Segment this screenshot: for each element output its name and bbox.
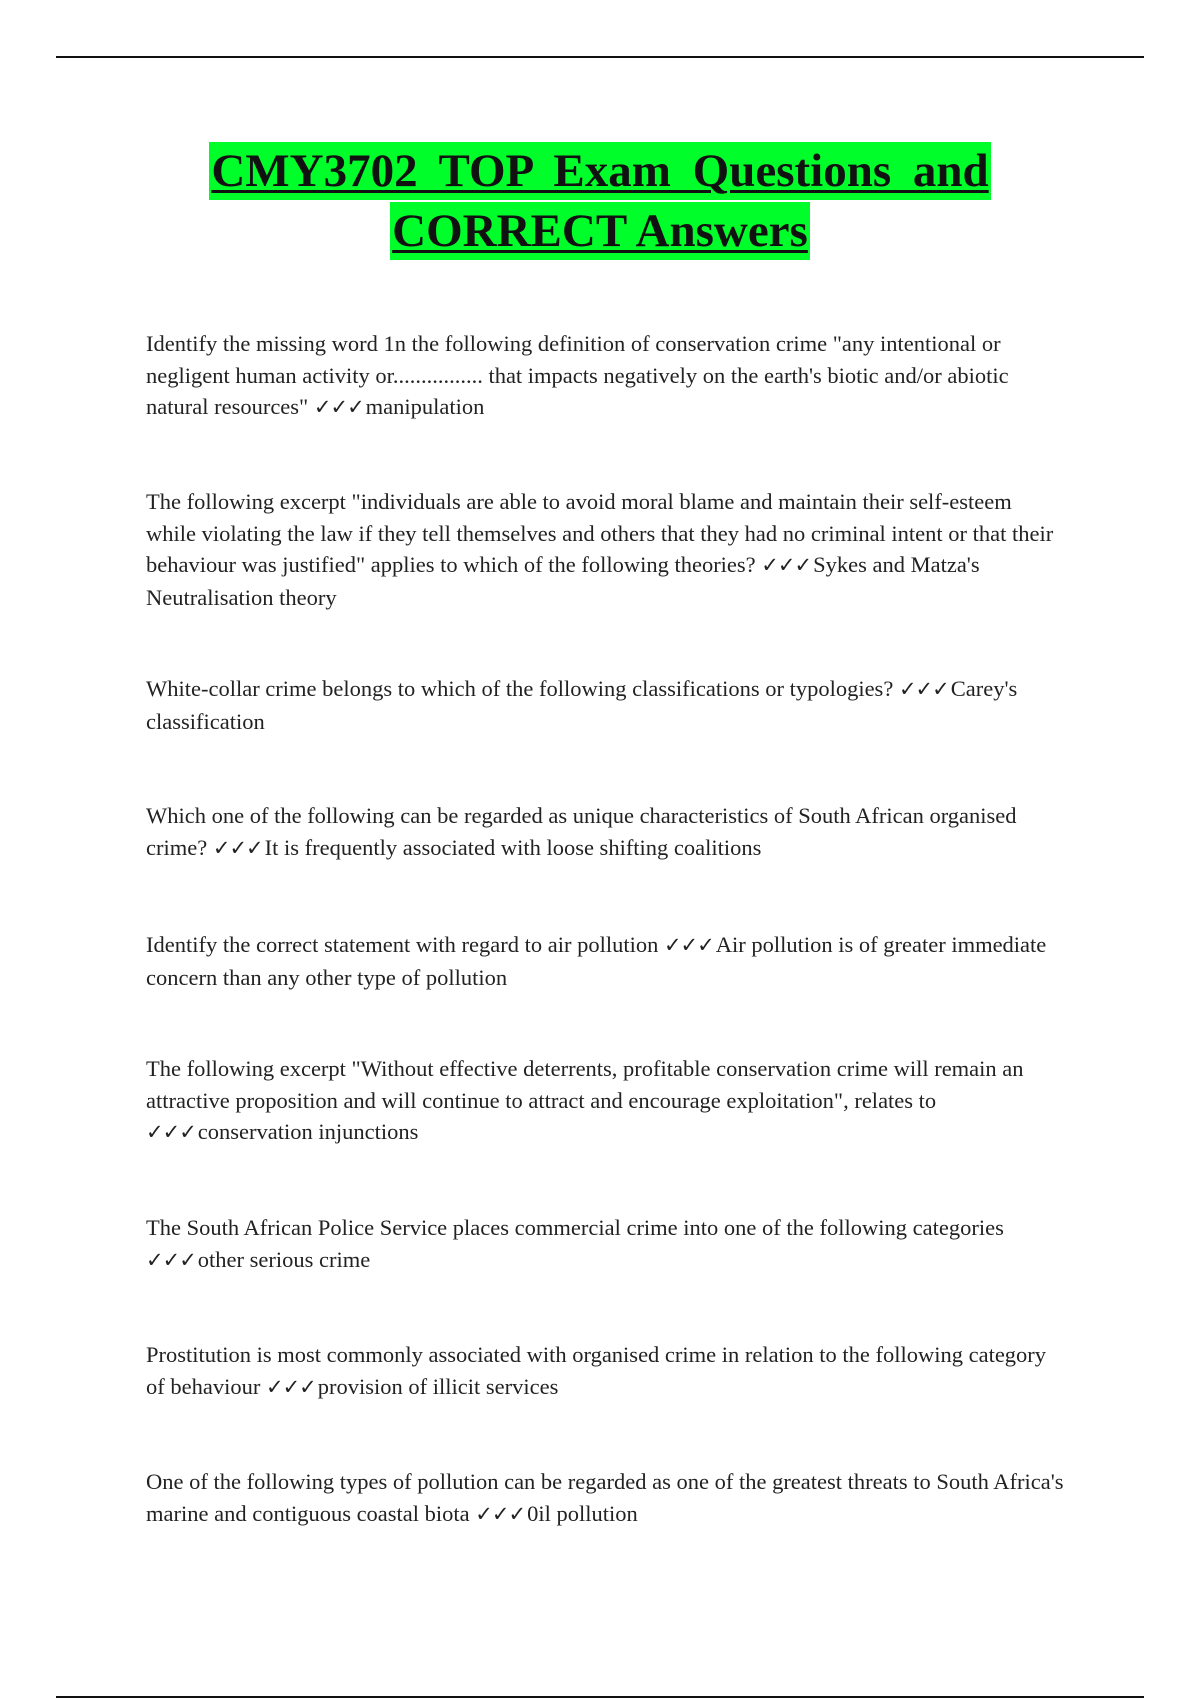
qa-item-3: [146, 673, 1066, 737]
title-line-1: CMY3702 TOP Exam Questions and: [209, 142, 990, 200]
qa-item-2: [146, 486, 1066, 613]
qa-item-9: [146, 1466, 1066, 1530]
qa-item-7: [146, 1212, 1066, 1276]
check-marks-icon: ✓✓✓: [265, 1374, 316, 1399]
answer-text: Air pollution is of greater immediate concern than any other type of pollution: [146, 932, 1047, 990]
answer-text: 0il pollution: [527, 1500, 638, 1526]
answer-text: conservation injunctions: [197, 1119, 419, 1144]
question-text: The following excerpt "individuals are able to avoid moral blame and maintain their self-esteem while violating the law if they tell themselves and others that they had no criminal intent or that their behaviour was justified" applies to which of the following theories?: [146, 489, 1054, 577]
check-marks-icon: ✓✓✓: [761, 553, 812, 577]
question-text: One of the following types of pollution can be regarded as one of the greatest threats to South Africa's marine and contiguous coastal biota: [146, 1469, 1064, 1526]
check-marks-icon: ✓✓✓: [146, 1120, 196, 1144]
question-text: Which one of the following can be regarded as unique characteristics of South African organised crime?: [146, 803, 1017, 860]
question-text: The following excerpt "Without effective deterrents, profitable conservation crime will remain an attractive proposition and will continue to attract and encourage exploitation", relates to: [146, 1056, 1024, 1113]
check-marks-icon: ✓✓✓: [898, 677, 949, 701]
question-text: Identify the correct statement with regard to air pollution: [146, 932, 659, 957]
question-text: Prostitution is most commonly associated with organised crime in relation to the following category of behaviour: [146, 1342, 1047, 1399]
answer-text: Carey's classification: [146, 676, 1018, 734]
bottom-rule: [56, 1696, 1144, 1698]
answer-text: other serious crime: [197, 1246, 371, 1272]
check-marks-icon: ✓✓✓: [212, 835, 263, 860]
qa-item-5: [146, 929, 1066, 993]
page-title: [0, 142, 1200, 260]
qa-item-1: [146, 328, 1066, 424]
check-marks-icon: ✓✓✓: [663, 933, 714, 957]
qa-item-8: [146, 1339, 1066, 1403]
answer-text: Sykes and Matza's Neutralisation theory: [146, 552, 980, 610]
answer-text: provision of illicit services: [317, 1373, 559, 1399]
answer-text: It is frequently associated with loose shifting coalitions: [264, 834, 762, 860]
qa-item-6: [146, 1053, 1066, 1149]
top-rule: [56, 56, 1144, 58]
answer-text: manipulation: [365, 394, 485, 419]
check-marks-icon: ✓✓✓: [313, 395, 364, 419]
question-text: Identify the missing word 1n the following definition of conservation crime "any intentional or negligent human activity or................ that impacts negatively on the earth's biotic and/or abiotic natural resources": [146, 331, 1009, 419]
title-line-2: CORRECT Answers: [390, 202, 810, 260]
check-marks-icon: ✓✓✓: [475, 1501, 526, 1526]
question-text: The South African Police Service places commercial crime into one of the following categories: [146, 1215, 1004, 1240]
check-marks-icon: ✓✓✓: [146, 1247, 196, 1272]
question-text: White-collar crime belongs to which of the following classifications or typologies?: [146, 676, 894, 701]
qa-item-4: [146, 800, 1066, 864]
